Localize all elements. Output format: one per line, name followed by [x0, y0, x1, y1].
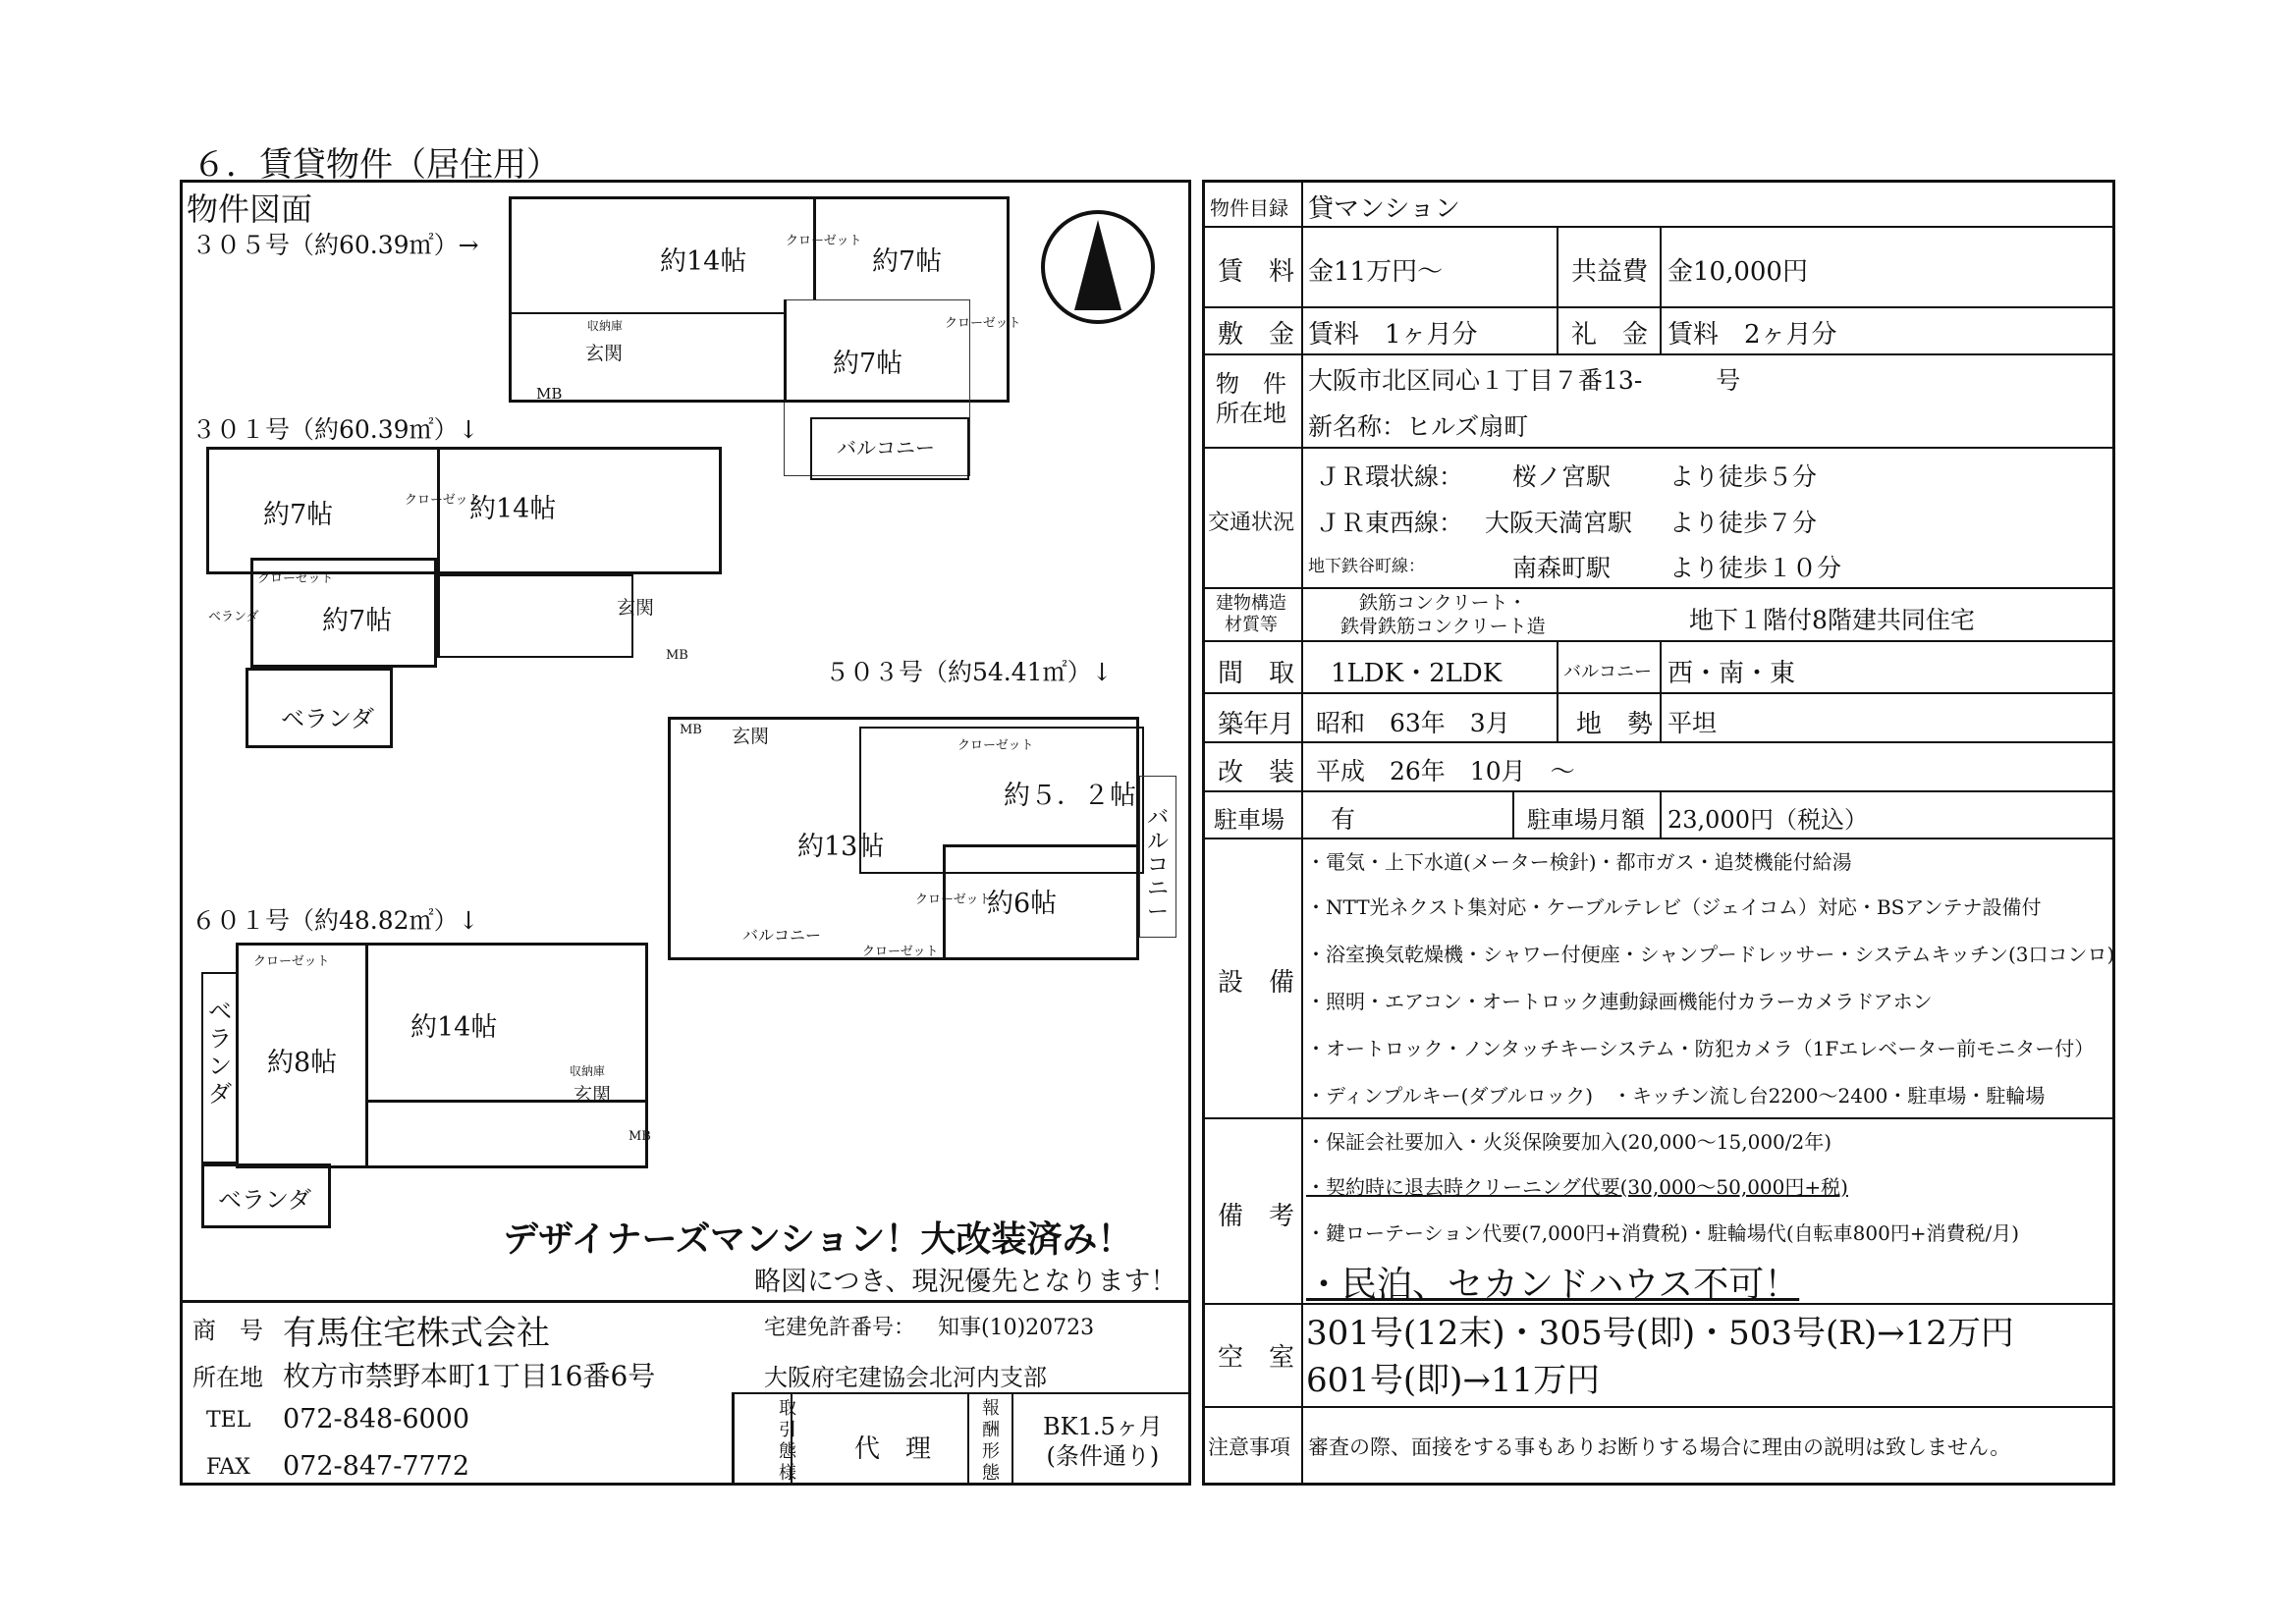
- fax-label: FAX: [206, 1455, 250, 1480]
- vacancy-label: 空 室: [1218, 1343, 1295, 1373]
- mb-301: MB: [666, 648, 688, 663]
- disclaimer-note: 略図につき、現況優先となります！: [754, 1267, 1177, 1297]
- row-line: [1202, 587, 2115, 589]
- col-line: [1512, 790, 1514, 838]
- balcony-dir-label: バルコニー: [1563, 662, 1652, 682]
- location-label: 物 件 所在地: [1216, 370, 1286, 427]
- unit-601-label: ６０１号（約48.82㎡）↓: [191, 906, 479, 935]
- structure-value: 鉄筋コンクリート・ 鉄骨鉄筋コンクリート造: [1340, 592, 1546, 637]
- row-line: [1202, 226, 2115, 228]
- vacancy-line-2: 601号(即)→11万円: [1306, 1361, 1601, 1400]
- remarks-highlight: ・民泊、セカンドハウス不可！: [1306, 1265, 1800, 1305]
- location-value: 大阪市北区同心１丁目７番13- 号: [1308, 366, 1741, 395]
- structure-label: 建物構造 材質等: [1216, 593, 1286, 635]
- row-line: [1202, 838, 2115, 839]
- equipment-item-3: ・浴室換気乾燥機・シャワー付便座・シャンプードレッサー・システムキッチン(3口コンロ): [1306, 943, 2115, 966]
- col-line: [1660, 226, 1662, 353]
- divider: [732, 1392, 735, 1486]
- closet-601: クローゼット: [253, 954, 330, 969]
- remarks-item-1: ・保証会社要加入・火災保険要加入(20,000～15,000/2年): [1306, 1130, 1832, 1154]
- plan-301-lower: [437, 574, 633, 658]
- location-name: 新名称：ヒルズ扇町: [1308, 412, 1529, 441]
- balcony-503-label: バルコニー: [742, 926, 822, 945]
- access-line-3: 地下鉄谷町線：: [1308, 557, 1425, 576]
- access-station-3: 南森町駅: [1512, 554, 1612, 582]
- layout-label: 間 取: [1218, 659, 1295, 688]
- access-line-2: ＪＲ東西線：: [1316, 509, 1464, 537]
- tagline: デザイナーズマンション！大改装済み！: [503, 1218, 1133, 1260]
- room-503-b: 約6帖: [987, 889, 1058, 919]
- fax-number: 072-847-7772: [283, 1451, 470, 1482]
- key-money-value: 賃料 2ヶ月分: [1667, 320, 1837, 350]
- type-value: 貸マンション: [1308, 194, 1460, 224]
- access-station-2: 大阪天満宮駅: [1485, 509, 1633, 537]
- remarks-label: 備 考: [1218, 1202, 1295, 1231]
- access-label: 交通状況: [1208, 511, 1295, 535]
- closet-503-b: クローゼット: [915, 893, 992, 907]
- remarks-item-3: ・鍵ローテーション代要(7,000円+消費税)・駐輪場代(自転車800円+消費税/月): [1306, 1221, 2020, 1245]
- left-divider-1: [180, 1300, 1191, 1303]
- caution-text: 審査の際、面接をする事もありお断りする場合に理由の説明は致しません。: [1308, 1435, 2011, 1459]
- company-name: 有馬住宅株式会社: [283, 1314, 550, 1353]
- room-601-a: 約8帖: [267, 1048, 338, 1078]
- parking-value: 有: [1331, 805, 1356, 834]
- rent-label: 賃 料: [1218, 257, 1295, 287]
- row-line: [1202, 1117, 2115, 1119]
- mb-305: MB: [536, 385, 563, 403]
- unit-305-label: ３０５号（約60.39㎡）→: [191, 231, 479, 259]
- col-line: [1557, 640, 1558, 741]
- closet-301-b: クローゼット: [257, 571, 334, 586]
- equipment-item-5: ・オートロック・ノンタッチキーシステム・防犯カメラ（1Fエレベーター前モニター付）: [1306, 1037, 2095, 1060]
- row-line: [1202, 741, 2115, 743]
- layout-value: 1LDK・2LDK: [1331, 659, 1503, 688]
- north-arrow-icon: [1039, 208, 1157, 326]
- plans-title: 物件図面: [187, 190, 313, 228]
- license-number: 知事(10)20723: [938, 1316, 1095, 1340]
- deal-type: 代 理: [854, 1434, 932, 1464]
- row-line: [1202, 447, 2115, 449]
- veranda-301-small: ベランダ: [208, 610, 259, 624]
- room-301-b: 約7帖: [322, 606, 393, 636]
- equipment-item-1: ・電気・上下水道(メーター検針)・都市ガス・追焚機能付給湯: [1306, 850, 1852, 874]
- veranda-601-label: ベランダ: [218, 1186, 312, 1214]
- company-address: 枚方市禁野本町1丁目16番6号: [283, 1360, 656, 1392]
- col-line: [1660, 640, 1662, 741]
- built-value: 昭和 63年 3月: [1316, 709, 1510, 737]
- closet-503-a: クローゼット: [957, 738, 1034, 753]
- common-fee-label: 共益費: [1571, 257, 1649, 287]
- row-line: [1202, 692, 2115, 694]
- veranda-301-label: ベランダ: [281, 705, 375, 732]
- vacancy-line-1: 301号(12末)・305号(即)・503号(R)→12万円: [1306, 1314, 2014, 1353]
- remarks-item-2: ・契約時に退去時クリーニング代要(30,000～50,000円+税): [1306, 1175, 1848, 1199]
- parking-label: 駐車場: [1214, 806, 1285, 834]
- divider: [967, 1392, 969, 1486]
- genkan-301: 玄関: [617, 597, 655, 619]
- wall: [784, 299, 787, 403]
- fee-type-label: 報 酬 形 態: [982, 1398, 1000, 1484]
- room-301-a: 約7帖: [263, 500, 334, 530]
- mb-601: MB: [629, 1129, 651, 1144]
- section-title: ６．賃貸物件（居住用）: [192, 145, 560, 185]
- parking-fee-value: 23,000円（税込）: [1667, 806, 1868, 834]
- access-walk-1: より徒歩５分: [1669, 462, 1818, 491]
- genkan-503: 玄関: [732, 726, 770, 747]
- shoe-305: 収納庫: [587, 319, 624, 333]
- rent-value: 金11万円～: [1308, 257, 1444, 287]
- closet-503-c: クローゼット: [862, 945, 939, 959]
- tel-label: TEL: [206, 1408, 251, 1433]
- deposit-value: 賃料 1ヶ月分: [1308, 320, 1478, 350]
- equipment-item-2: ・NTT光ネクスト集対応・ケーブルテレビ（ジェイコム）対応・BSアンテナ設備付: [1306, 895, 2042, 919]
- fee-type: BK1.5ヶ月 (条件通り): [1043, 1413, 1163, 1470]
- wall: [437, 447, 440, 658]
- wall: [365, 943, 368, 1168]
- mb-503: MB: [680, 723, 702, 737]
- deal-type-label: 取 引 態 様: [779, 1398, 796, 1484]
- row-line: [1202, 306, 2115, 308]
- caution-label: 注意事項: [1208, 1435, 1290, 1459]
- room-305-ldk: 約14帖: [660, 246, 747, 277]
- row-line: [1202, 353, 2115, 355]
- company-address-label: 所在地: [192, 1364, 263, 1391]
- unit-301-label: ３０１号（約60.39㎡）↓: [191, 415, 479, 444]
- genkan-601: 玄関: [574, 1084, 612, 1106]
- renovation-value: 平成 26年 10月 ～: [1316, 757, 1575, 785]
- row-line: [1202, 1406, 2115, 1408]
- access-line-1: ＪＲ環状線：: [1316, 462, 1464, 491]
- closet-305-b: クローゼット: [945, 316, 1021, 331]
- row-line: [1202, 790, 2115, 792]
- divider: [1011, 1392, 1013, 1486]
- terrain-label: 地 勢: [1576, 710, 1654, 739]
- unit-503-label: ５０３号（約54.41㎡）↓: [825, 658, 1113, 686]
- license-label: 宅建免許番号：: [764, 1316, 916, 1340]
- association: 大阪府宅建協会北河内支部: [764, 1364, 1047, 1391]
- col-line: [1660, 790, 1662, 838]
- access-walk-3: より徒歩１０分: [1669, 554, 1842, 582]
- access-walk-2: より徒歩７分: [1669, 509, 1818, 537]
- renovation-label: 改 装: [1218, 758, 1295, 787]
- room-503-ldk: 約13帖: [797, 832, 885, 862]
- closet-301-a: クローゼット: [405, 493, 481, 508]
- key-money-label: 礼 金: [1571, 320, 1649, 350]
- type-label: 物件目録: [1210, 196, 1288, 220]
- terrain-value: 平坦: [1667, 709, 1718, 737]
- room-301-ldk: 約14帖: [469, 494, 557, 524]
- tel-number: 072-848-6000: [283, 1404, 470, 1434]
- balcony-503-side: バ ル コ ニ ー: [1147, 806, 1170, 925]
- veranda-601-side-label: ベ ラ ン ダ: [208, 998, 232, 1108]
- balcony-dir-value: 西・南・東: [1667, 659, 1796, 688]
- divider: [732, 1392, 1191, 1394]
- room-305-a: 約7帖: [872, 246, 943, 277]
- label-divider: [1301, 180, 1303, 1486]
- room-601-ldk: 約14帖: [410, 1012, 498, 1043]
- built-label: 築年月: [1218, 710, 1295, 739]
- wall: [943, 844, 1139, 847]
- shoe-601: 収納庫: [570, 1064, 606, 1078]
- col-line: [1557, 226, 1558, 353]
- equipment-item-6: ・ディンプルキー(ダブルロック) ・キッチン流し台2200～2400・駐車場・駐輪場: [1306, 1084, 2046, 1108]
- closet-305-a: クローゼット: [786, 234, 862, 248]
- deposit-label: 敷 金: [1218, 320, 1295, 350]
- equipment-label: 設 備: [1218, 968, 1295, 998]
- company-name-label: 商 号: [192, 1317, 263, 1344]
- equipment-item-4: ・照明・エアコン・オートロック連動録画機能付カラーカメラドアホン: [1306, 990, 1933, 1013]
- wall: [509, 312, 784, 314]
- room-503-a: 約５．２帖: [1004, 781, 1136, 811]
- balcony-305-label: バルコニー: [837, 436, 935, 460]
- parking-fee-label: 駐車場月額: [1527, 806, 1645, 834]
- common-fee-value: 金10,000円: [1667, 257, 1808, 287]
- genkan-305: 玄関: [585, 343, 624, 364]
- floors-value: 地下１階付8階建共同住宅: [1689, 606, 1975, 634]
- row-line: [1202, 640, 2115, 642]
- room-305-b: 約7帖: [833, 349, 903, 379]
- access-station-1: 桜ノ宮駅: [1512, 462, 1612, 491]
